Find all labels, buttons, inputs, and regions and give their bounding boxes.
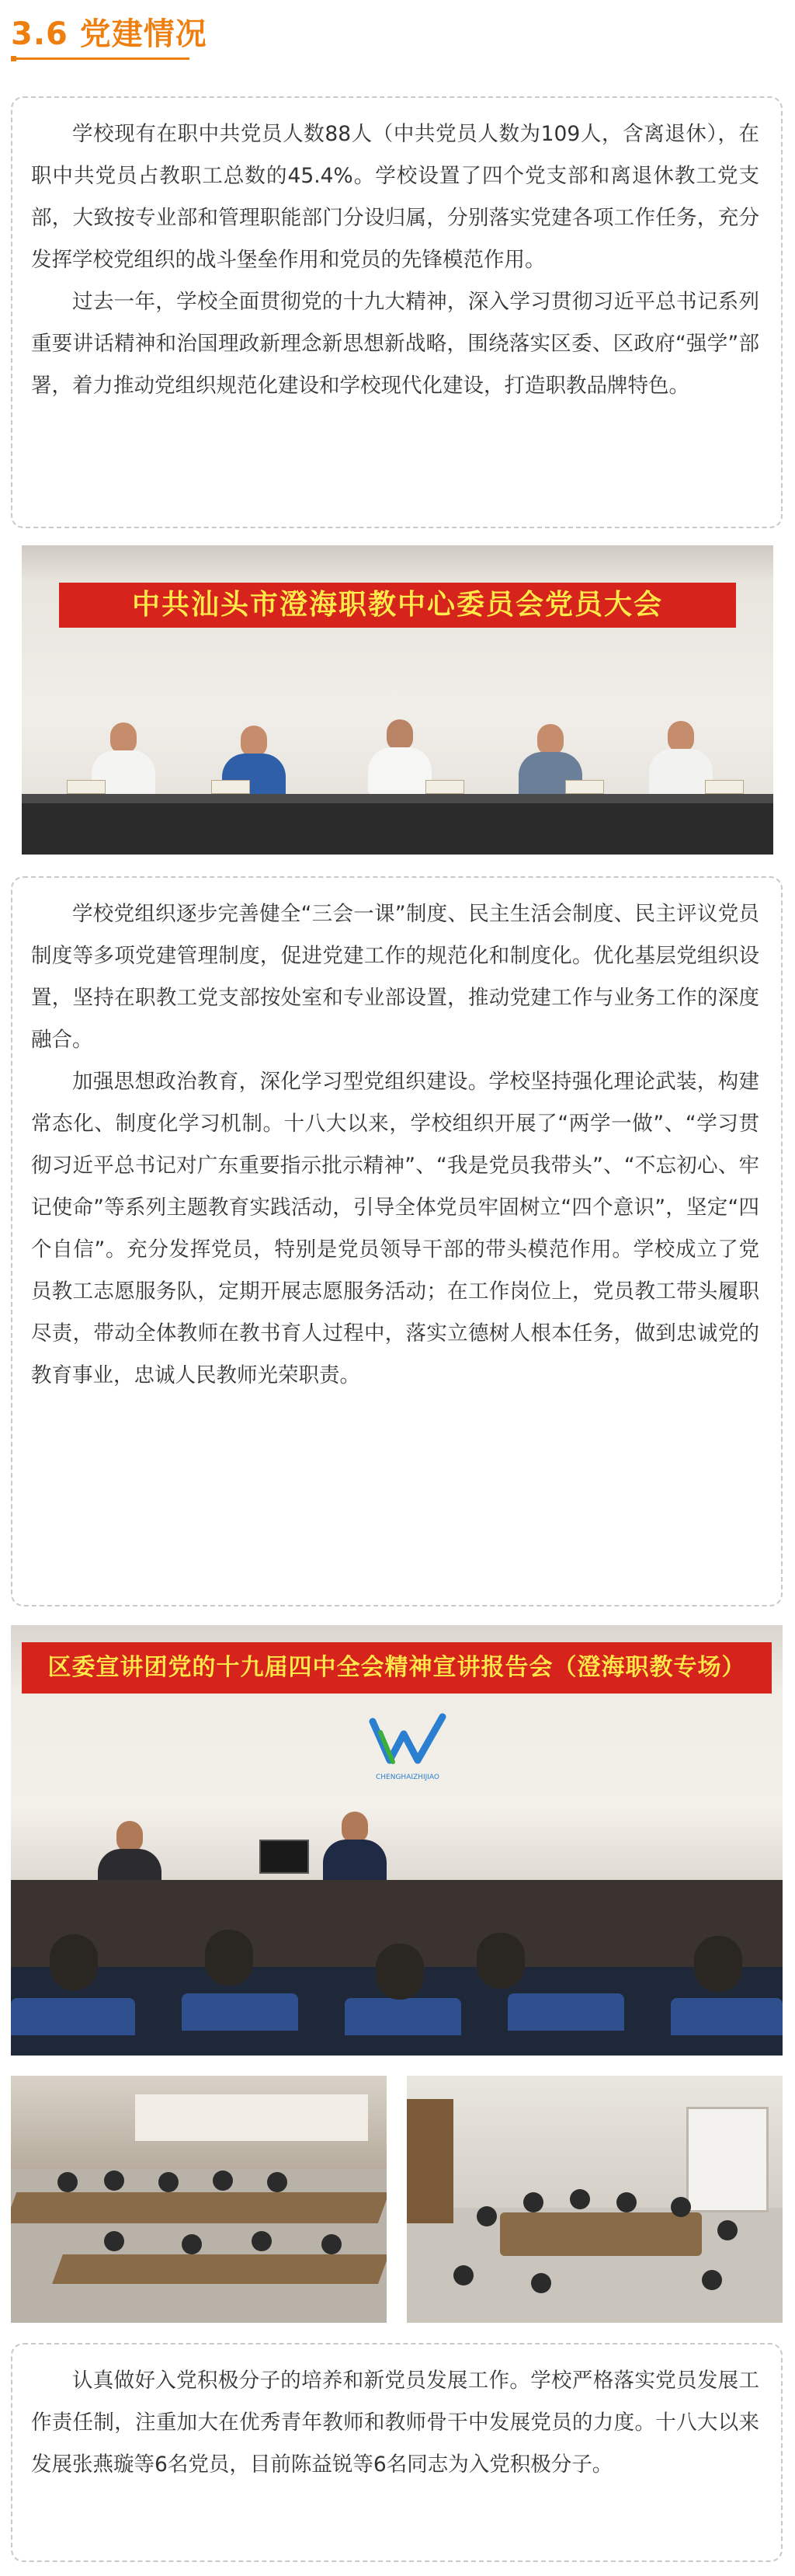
bookshelf bbox=[407, 2099, 453, 2223]
meeting-table bbox=[52, 2254, 387, 2284]
meeting-table bbox=[22, 803, 773, 855]
chair bbox=[671, 1998, 783, 2035]
chair bbox=[508, 1993, 624, 2031]
paragraph: 过去一年，学校全面贯彻党的十九大精神，深入学习贯彻习近平总书记系列重要讲话精神和治国理政新理念新思想新战略，围绕落实区委、区政府“强学”部署，着力推动党组织规范化建设和学校现代化建设，打造职教品牌特色。 bbox=[31, 290, 759, 398]
paragraph: 学校现有在职中共党员人数88人（中共党员人数为109人，含离退休），在职中共党员占教职工总数的45.4%。学校设置了四个党支部和离退休教工党支部，大致按专业部和管理职能部门分设归属，分别落实党建各项工作任务，充分发挥学校党组织的战斗堡垒作用和党员的先锋模范作用。 bbox=[31, 122, 759, 272]
photo-banner: 中共汕头市澄海职教中心委员会党员大会 bbox=[59, 583, 736, 628]
nameplate bbox=[565, 780, 604, 794]
audience-head bbox=[477, 1933, 525, 1989]
paragraph: 认真做好入党积极分子的培养和新党员发展工作。学校严格落实党员发展工作责任制，注重加大在优秀青年教师和教师骨干中发展党员的力度。十八大以来发展张燕璇等6名党员，目前陈益锐等6名同志为入党积极分子。 bbox=[31, 2369, 759, 2477]
laptop-icon bbox=[259, 1840, 309, 1874]
chair bbox=[345, 1998, 461, 2035]
audience-head bbox=[50, 1934, 98, 1990]
text-box-intro bbox=[11, 96, 783, 528]
section-title-text: 3.6 党建情况 bbox=[11, 16, 207, 52]
text-box-party-building bbox=[11, 876, 783, 1607]
chair bbox=[182, 1993, 298, 2031]
school-logo-icon bbox=[365, 1706, 450, 1784]
paragraph: 学校党组织逐步完善健全“三会一课”制度、民主生活会制度、民主评议党员制度等多项党建管理制度，促进党建工作的规范化和制度化。优化基层党组织设置，坚持在职教工党支部按处室和专业部设置，推动党建工作与业务工作的深度融合。 bbox=[31, 902, 759, 1052]
svg-text:CHENGHAIZHIJIAO: CHENGHAIZHIJIAO bbox=[375, 1774, 440, 1781]
photo-banner: 区委宣讲团党的十九届四中全会精神宣讲报告会（澄海职教专场） bbox=[22, 1642, 772, 1694]
meeting-table bbox=[500, 2212, 702, 2256]
party-congress-photo bbox=[22, 545, 773, 855]
discussion-photo bbox=[407, 2076, 783, 2323]
lecture-report-photo bbox=[11, 1625, 783, 2056]
audience-head bbox=[376, 1944, 424, 2000]
projection-screen bbox=[135, 2094, 368, 2141]
meeting-table bbox=[11, 2192, 387, 2223]
chair bbox=[11, 1998, 135, 2035]
paragraph: 加强思想政治教育，深化学习型党组织建设。学校坚持强化理论武装，构建常态化、制度化学习机制。十八大以来，学校组织开展了“两学一做”、“学习贯彻习近平总书记对广东重要指示批示精神”、“我是党员我带头”、“不忘初心、牢记使命”等系列主题教育实践活动，引导全体党员牢固树立“四个意识”，坚定“四个自信”。充分发挥党员，特别是党员领导干部的带头模范作用。学校成立了党员教工志愿服务队，定期开展志愿服务活动；在工作岗位上，党员教工带头履职尽责，带动全体教师在教书育人过程中，落实立德树人根本任务，做到忠诚党的教育事业，忠诚人民教师光荣职责。 bbox=[31, 1070, 759, 1387]
window bbox=[686, 2107, 769, 2212]
nameplate bbox=[211, 780, 250, 794]
nameplate bbox=[705, 780, 744, 794]
study-meeting-photo bbox=[11, 2076, 387, 2323]
text-box-member-development bbox=[11, 2343, 783, 2562]
nameplate bbox=[425, 780, 464, 794]
nameplate bbox=[67, 780, 106, 794]
title-underline bbox=[11, 57, 189, 60]
audience-head bbox=[694, 1936, 742, 1992]
audience-head bbox=[205, 1930, 253, 1986]
section-title bbox=[11, 14, 207, 61]
